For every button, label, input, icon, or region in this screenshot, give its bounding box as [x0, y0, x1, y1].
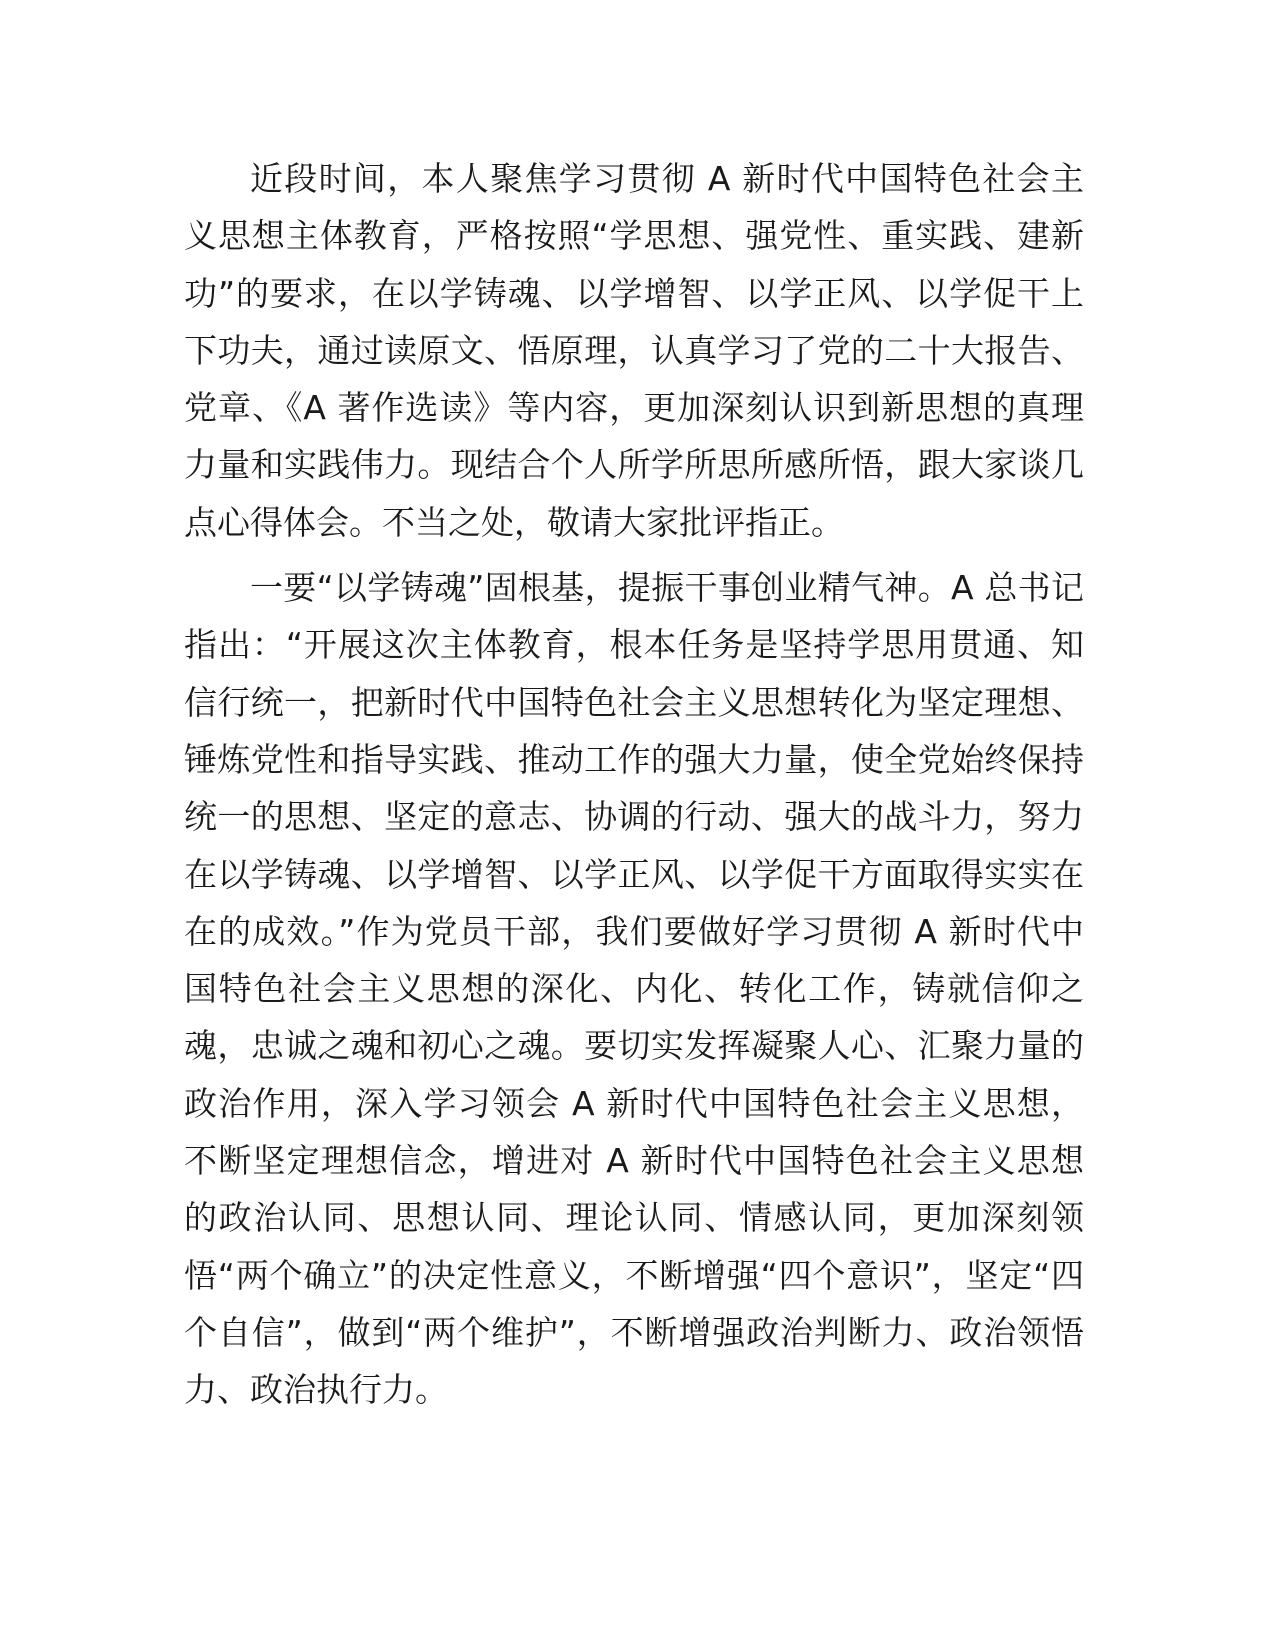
- paragraph-intro: 近段时间，本人聚焦学习贯彻 A 新时代中国特色社会主义思想主体教育，严格按照“学思想、强党性、重实践、建新功”的要求，在以学铸魂、以学增智、以学正风、以学促干上下功夫，通过读原文、悟原理，认真学习了党的二十大报告、党章、《A 著作选读》等内容，更加深刻认识到新思想的真理力量和实践伟力。现结合个人所学所思所感所悟，跟大家谈几点心得体会。不当之处，敬请大家批评指正。: [184, 159, 1084, 542]
- document-body: [184, 150, 1084, 1427]
- paragraph-first-point: 一要“以学铸魂”固根基，提振干事创业精气神。A 总书记指出：“开展这次主体教育，根本任务是坚持学思用贯通、知信行统一，把新时代中国特色社会主义思想转化为坚定理想、锤炼党性和指导实践、推动工作的强大力量，使全党始终保持统一的思想、坚定的意志、协调的行动、强大的战斗力，努力在以学铸魂、以学增智、以学正风、以学促干方面取得实实在在的成效。”作为党员干部，我们要做好学习贯彻 A 新时代中国特色社会主义思想的深化、内化、转化工作，铸就信仰之魂，忠诚之魂和初心之魂。要切实发挥凝聚人心、汇聚力量的政治作用，深入学习领会 A 新时代中国特色社会主义思想，不断坚定理想信念，增进对 A 新时代中国特色社会主义思想的政治认同、思想认同、理论认同、情感认同，更加深刻领悟“两个确立”的决定性意义，不断增强“四个意识”，坚定“四个自信”，做到“两个维护”，不断增强政治判断力、政治领悟力、政治执行力。: [184, 568, 1084, 1410]
